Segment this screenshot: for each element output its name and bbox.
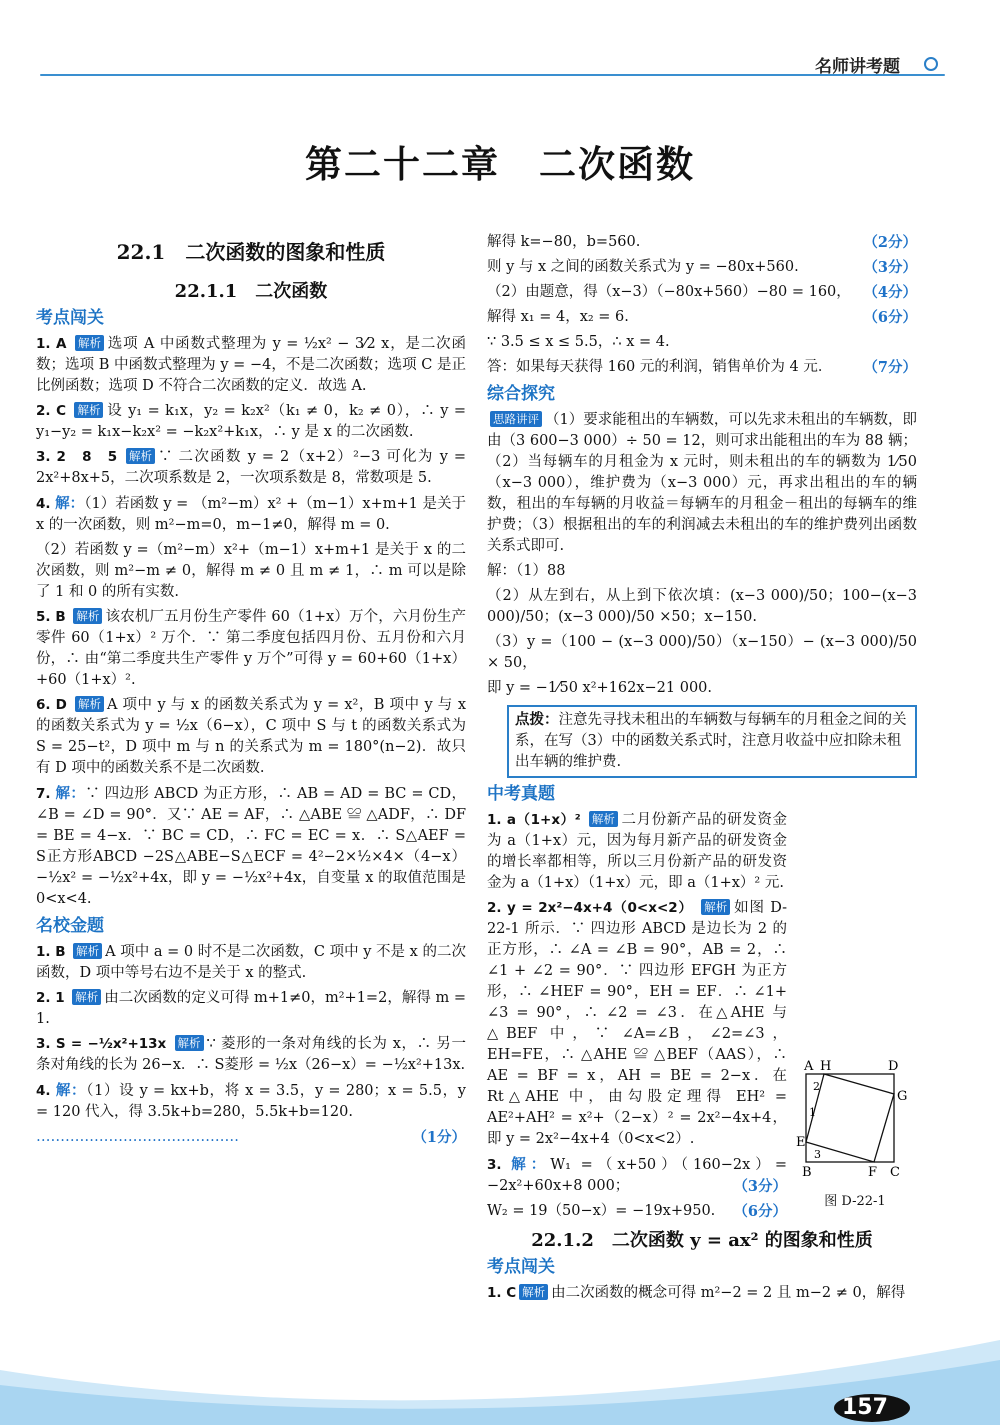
- answer-item: 3. 解：W₁ =（x+50）（160−2x）= −2x²+60x+8 000； （3分）: [487, 1156, 788, 1195]
- fig-label-F: F: [868, 1165, 878, 1180]
- section-label-zhongkao: 中考真题: [487, 784, 555, 804]
- think-tag: 思路讲评: [490, 411, 542, 427]
- answer-list-kaodian: [36, 334, 466, 910]
- fig-label-D: D: [888, 1060, 899, 1074]
- answer-item: 4. 解：（1）若函数 y = （m²−m）x² +（m−1）x+m+1 是关于 x 的一次函数，则 m²−m=0，m−1≠0，解得 m = 0.: [36, 495, 466, 533]
- figure-d-22-1: [796, 1060, 914, 1209]
- answer-item: 2. C 解析 设 y₁ = k₁x，y₂ = k₂x²（k₁ ≠ 0，k₂ ≠ 0），∴ y = y₁−y₂ = k₁x−k₂x² = −k₂x²+k₁x，∴ y 是 x 的二次函数.: [36, 403, 466, 440]
- answer-item: 1. B 解析 A 项中 a = 0 时不是二次函数，C 项中 y 不是 x 的二次函数，D 项中等号右边不是关于 x 的整式.: [36, 944, 467, 981]
- answer-item: 2. 1 解析 由二次函数的定义可得 m+1≠0，m²+1=2，解得 m = 1.: [36, 990, 466, 1027]
- answer-item: （2）若函数 y =（m²−m）x²+（m−1）x+m+1 是关于 x 的二次函数，则 m²−m ≠ 0，解得 m ≠ 0 且 m ≠ 1，∴ m 可以是除了 1 和 0 的所有实数.: [36, 542, 466, 600]
- solution-line: 答：如果每天获得 160 元的利润，销售单价为 4 元． （7分）: [487, 359, 917, 376]
- chapter-title: 第二十二章 二次函数: [305, 142, 695, 186]
- last-answer: 1. C 解析 由二次函数的概念可得 m²−2 = 2 且 m−2 ≠ 0，解得: [487, 1285, 906, 1301]
- fig-label-E: E: [796, 1135, 806, 1150]
- fig-label-H: H: [820, 1060, 832, 1074]
- answer-list-mingxiao: [36, 942, 466, 1123]
- answer-item: 2. y = 2x²−4x+4（0<x<2） 解析 如图 D-22-1 所示．∵ 四边形 ABCD 是边长为 2 的正方形，∴ ∠A = ∠B = 90°，AB = 2，∴ ∠1 + ∠2 = 90°．∵ 四边形 EFGH 为正方形，∴ ∠HEF = 90°，EH = EF．∴ ∠1+ ∠3 = 90°，∴ ∠2 = ∠3．在△AHE 与△BEF 中，∵ ∠A=∠B，∠2=∠3，EH=FE，∴ △AHE ≌ △BEF（AAS），∴ AE = BF = x，AH = BE = 2−x．在 Rt△AHE 中，由勾股定理得 EH² = AE²+AH² = x²+（2−x）² = 2x²−4x+4，即 y = 2x²−4x+4（0<x<2）.: [487, 900, 788, 1147]
- score-label: （4分）: [863, 284, 917, 301]
- score-label: （3分）: [733, 1178, 787, 1195]
- answer-tag: 解析: [74, 402, 103, 418]
- answer-tag: 解析: [72, 989, 101, 1005]
- fig-angle-2: 2: [813, 1080, 820, 1093]
- section-title: 22.1 二次函数的图象和性质: [116, 240, 386, 264]
- figure-caption: 图 D-22-1: [824, 1194, 886, 1209]
- solution-line: 即 y = −1⁄50 x²+162x−21 000.: [487, 680, 713, 696]
- section-label-mingxiao: 名校金题: [36, 916, 104, 936]
- section-label-kaodian: 考点闯关: [36, 308, 104, 328]
- section-label-kaodian-2: 考点闯关: [487, 1257, 555, 1277]
- fig-label-C: C: [890, 1165, 900, 1180]
- answer-tag: 解析: [175, 1035, 204, 1051]
- solution-continued: [487, 232, 917, 378]
- answer-tag: 解析: [701, 899, 730, 915]
- answer-tag: 解析: [75, 335, 104, 351]
- answer-item: 3. 2 8 5 解析 ∵ 二次函数 y = 2（x+2）²−3 可化为 y = 2x²+8x+5，二次项系数是 2，一次项系数是 8，常数项是 5.: [36, 449, 467, 486]
- header-circle-icon: [924, 57, 938, 71]
- score-label: （6分）: [863, 309, 917, 326]
- solution-line: 则 y 与 x 之间的函数关系式为 y = −80x+560. （3分）: [487, 259, 917, 276]
- solution-line: （2）从左到右，从上到下依次填：(x−3 000)/50；100−(x−3 000)/50；(x−3 000)/50 ×50；x−150.: [487, 588, 917, 625]
- solution-line: 解得 x₁ = 4，x₂ = 6. （6分）: [487, 309, 917, 326]
- answer-tag: 解析: [126, 448, 155, 464]
- answer-tag: 解析: [73, 608, 102, 624]
- solution-line: （3）y =（100 − (x−3 000)/50）（x−150）− (x−3 000)/50 × 50，: [487, 634, 917, 671]
- answer-item: 1. a（1+x）² 解析 二月份新产品的研发资金为 a（1+x）元，因为每月新产品的研发资金的增长率都相等，所以三月份新产品的研发资金为 a（1+x）（1+x）元，即 a（1+x）² 元.: [487, 812, 788, 891]
- solution-line: 解得 k=−80，b=560. （2分）: [487, 234, 917, 251]
- think-paragraph: 思路讲评 （1）要求能租出的车辆数，可以先求未租出的车辆数，即由（3 600−3 000）÷ 50 = 12，则可求出能租出的车为 88 辆；（2）当每辆车的月租金为 x 元时，则未租出的车的辆数为 1⁄50（x−3 000），维护费为（x−3 000）元，再求出租出的车的辆数，租出的车每辆的月收益＝每辆车的月租金－租出的每辆车的维护费；（3）根据租出的车的利润减去未租出的车的维护费列出函数关系式即可.: [487, 412, 917, 554]
- fig-label-G: G: [897, 1089, 908, 1104]
- answer-item: W₂ = 19（50−x）= −19x+950. （6分）: [487, 1203, 787, 1220]
- solution-line: （2）由题意，得（x−3）（−80x+560）−80 = 160， （4分）: [487, 284, 917, 301]
- answer-tag: 解：: [55, 785, 86, 802]
- answer-item: 3. S = −½x²+13x 解析 ∵ 菱形的一条对角线的长为 x，∴ 另一条对角线的长为 26−x．∴ S菱形 = ½x（26−x）= −½x²+13x.: [36, 1036, 467, 1073]
- answer-item: 1. A 解析 选项 A 中函数式整理为 y = ½x² − 3⁄2 x，是二次函数；选项 B 中函数式整理为 y = −4，不是二次函数；选项 C 是正比例函数；选项 D 不符合二次函数的定义．故选 A.: [36, 336, 467, 394]
- answer-item: 6. D 解析 A 项中 y 与 x 的函数关系式为 y = x²，B 项中 y 与 x 的函数关系式为 y = ½x（6−x），C 项中 S 与 t 的函数关系式为 S = 25−t²，D 项中 m 与 n 的关系式为 m = 180°(n−2)．故只有 D 项中的函数关系不是二次函数.: [36, 697, 466, 776]
- page-number: 157: [842, 1395, 888, 1420]
- answer-tag: 解析: [75, 696, 104, 712]
- fig-label-A: A: [804, 1060, 814, 1074]
- section-label-zonghe: 综合探究: [487, 384, 555, 404]
- fig-angle-1: 1: [809, 1106, 816, 1119]
- left-column: [36, 236, 466, 1152]
- tip-box: 点拨：注意先寻找未租出的车辆数与每辆车的月租金之间的关系，在写（3）中的函数关系式时，注意月收益中应扣除未租出车辆的维护费.: [507, 705, 917, 778]
- header-rule: [40, 74, 945, 76]
- solution-line: 解：（1）88: [487, 563, 566, 579]
- answer-tag: 解析: [73, 943, 102, 959]
- solution-block: [487, 561, 917, 699]
- answer-tag: 解析: [589, 811, 618, 827]
- answer-item: 7. 解：∵ 四边形 ABCD 为正方形，∴ AB = AD = BC = CD，∠B = ∠D = 90°．又∵ AE = AF，∴ △ABE ≌ △ADF，∴ DF = BE = 4−x．∵ BC = CD，∴ FC = EC = x．∴ S△AEF = S正方形ABCD −2S△ABE−S△ECF = 4²−2×½×4×（4−x）−½x² = −½x²+4x，即 y = −½x²+4x，自变量 x 的取值范围是 0<x<4.: [36, 785, 467, 907]
- score-label: （7分）: [863, 359, 917, 376]
- fig-angle-3: 3: [814, 1148, 821, 1161]
- subsection-title: 22.1.1 二次函数: [174, 281, 328, 302]
- answer-tag: 解：: [55, 1082, 87, 1099]
- score-label: （3分）: [863, 259, 917, 276]
- answer-item: 5. B 解析 该农机厂五月份生产零件 60（1+x）万个，六月份生产零件 60（1+x）² 万个．∵ 第二季度包括四月份、五月份和六月份，∴ 由“第二季度共生产零件 y 万个”可得 y = 60+60（1+x）+60（1+x）².: [36, 609, 466, 688]
- answer-item: 4. 解：（1）设 y = kx+b，将 x = 3.5，y = 280；x = 5.5，y = 120 代入，得 3.5k+b=280，5.5k+b=120.: [36, 1082, 466, 1120]
- score-label: （2分）: [863, 234, 917, 251]
- subsection-title-2: 22.1.2 二次函数 y = ax² 的图象和性质: [531, 1230, 873, 1251]
- solution-line: ∵ 3.5 ≤ x ≤ 5.5，∴ x = 4.: [487, 334, 670, 350]
- score-label: （6分）: [733, 1203, 787, 1220]
- square-diagram: [796, 1060, 914, 1190]
- answer-list-zhongkao: [487, 810, 787, 1222]
- answer-tag: 解：: [55, 495, 85, 512]
- header-brand: 名师讲考题: [815, 57, 900, 77]
- score-line: …………………………………… （1分）: [36, 1129, 466, 1146]
- answer-tag: 解：: [511, 1156, 551, 1173]
- fig-label-B: B: [802, 1165, 812, 1180]
